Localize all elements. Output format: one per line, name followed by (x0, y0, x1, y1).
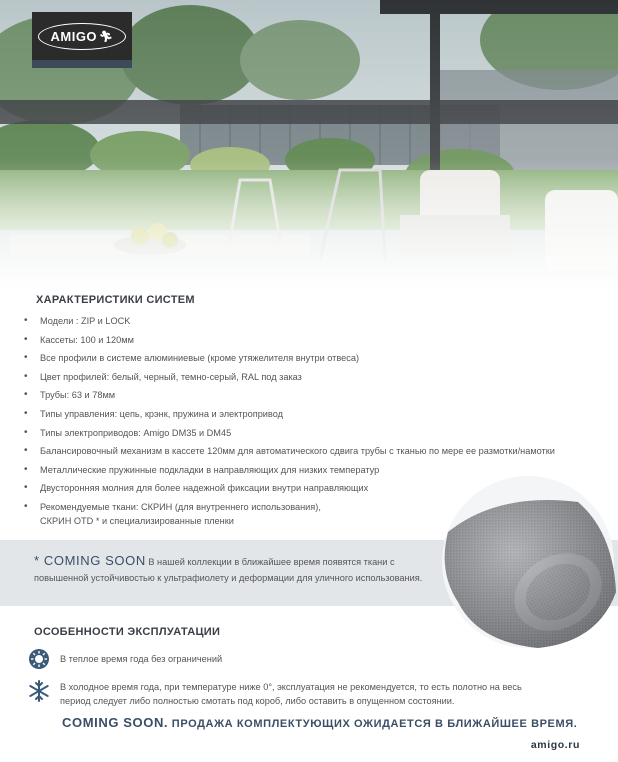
amigo-logo (32, 12, 132, 68)
spec-item: • Трубы: 63 и 78мм (22, 386, 582, 405)
sun-icon (28, 648, 50, 670)
fabric-roll-image (438, 472, 618, 652)
coming-soon-line1: В нашей коллекции в ближайшее время появятся ткани с (145, 557, 395, 567)
spec-item: • Балансировочный механизм в кассете 120мм для автоматического сдвига трубы с тканью по мере ее размотки/намотки (22, 442, 582, 461)
spec-item: • Все профили в системе алюминиевые (кроме утяжелителя внутри отвеса) (22, 349, 582, 368)
spec-item: • Металлические пружинные подкладки в направляющих для низких температур (22, 461, 582, 480)
spec-item-line2: СКРИН OTD * и специализированные пленки (40, 515, 234, 526)
spec-item: • Модели : ZIP и LOCK (22, 312, 582, 331)
snowflake-icon (28, 680, 50, 702)
spec-item: • Кассеты: 100 и 120мм (22, 331, 582, 350)
spec-item: • Типы электроприводов: Amigo DM35 и DM45 (22, 424, 582, 443)
operation-title: ОСОБЕННОСТИ ЭКСПЛУАТАЦИИ (34, 626, 221, 638)
operation-warm-text: В теплое время года без ограничений (60, 654, 223, 664)
coming-soon-line2: повышенной устойчивостью к ультрафиолету и деформации для уличного использования. (34, 573, 423, 583)
spec-item: • Двусторонняя молния для более надежной фиксации внутри направляющих (22, 479, 582, 498)
spec-item: • Типы управления: цепь, крэнк, пружина и электропривод (22, 405, 582, 424)
spec-item: • Цвет профилей: белый, черный, темно-серый, RAL под заказ (22, 368, 582, 387)
footer-coming-label: COMING SOON. (62, 715, 169, 730)
specs-title: ХАРАКТЕРИСТИКИ СИСТЕМ (36, 294, 195, 306)
coming-soon-label: * COMING SOON (34, 553, 146, 568)
operation-warm-row (28, 648, 222, 670)
logo-text: AMIGO (50, 28, 98, 44)
operation-cold-text: В холодное время года, при температуре ниже 0°, эксплуатация не рекомендуется, то есть полотно на весь период следует либо полностью смотать под короб, либо оставить в опущенном состоянии. (60, 682, 522, 706)
website-link[interactable]: amigo.ru (530, 739, 580, 751)
coming-soon-text (34, 553, 454, 586)
footer-coming-soon (62, 715, 577, 730)
spec-item: • Рекомендуемые ткани: СКРИН (для внутреннего использования), СКРИН OTD * и специализированные пленки (22, 498, 582, 528)
footer-coming-text: ПРОДАЖА КОМПЛЕКТУЮЩИХ ОЖИДАЕТСЯ В БЛИЖАЙШЕЕ ВРЕМЯ. (168, 718, 578, 730)
hero-image (0, 0, 618, 290)
operation-cold-row (28, 680, 580, 708)
runner-icon: 🏃︎ (99, 30, 114, 43)
